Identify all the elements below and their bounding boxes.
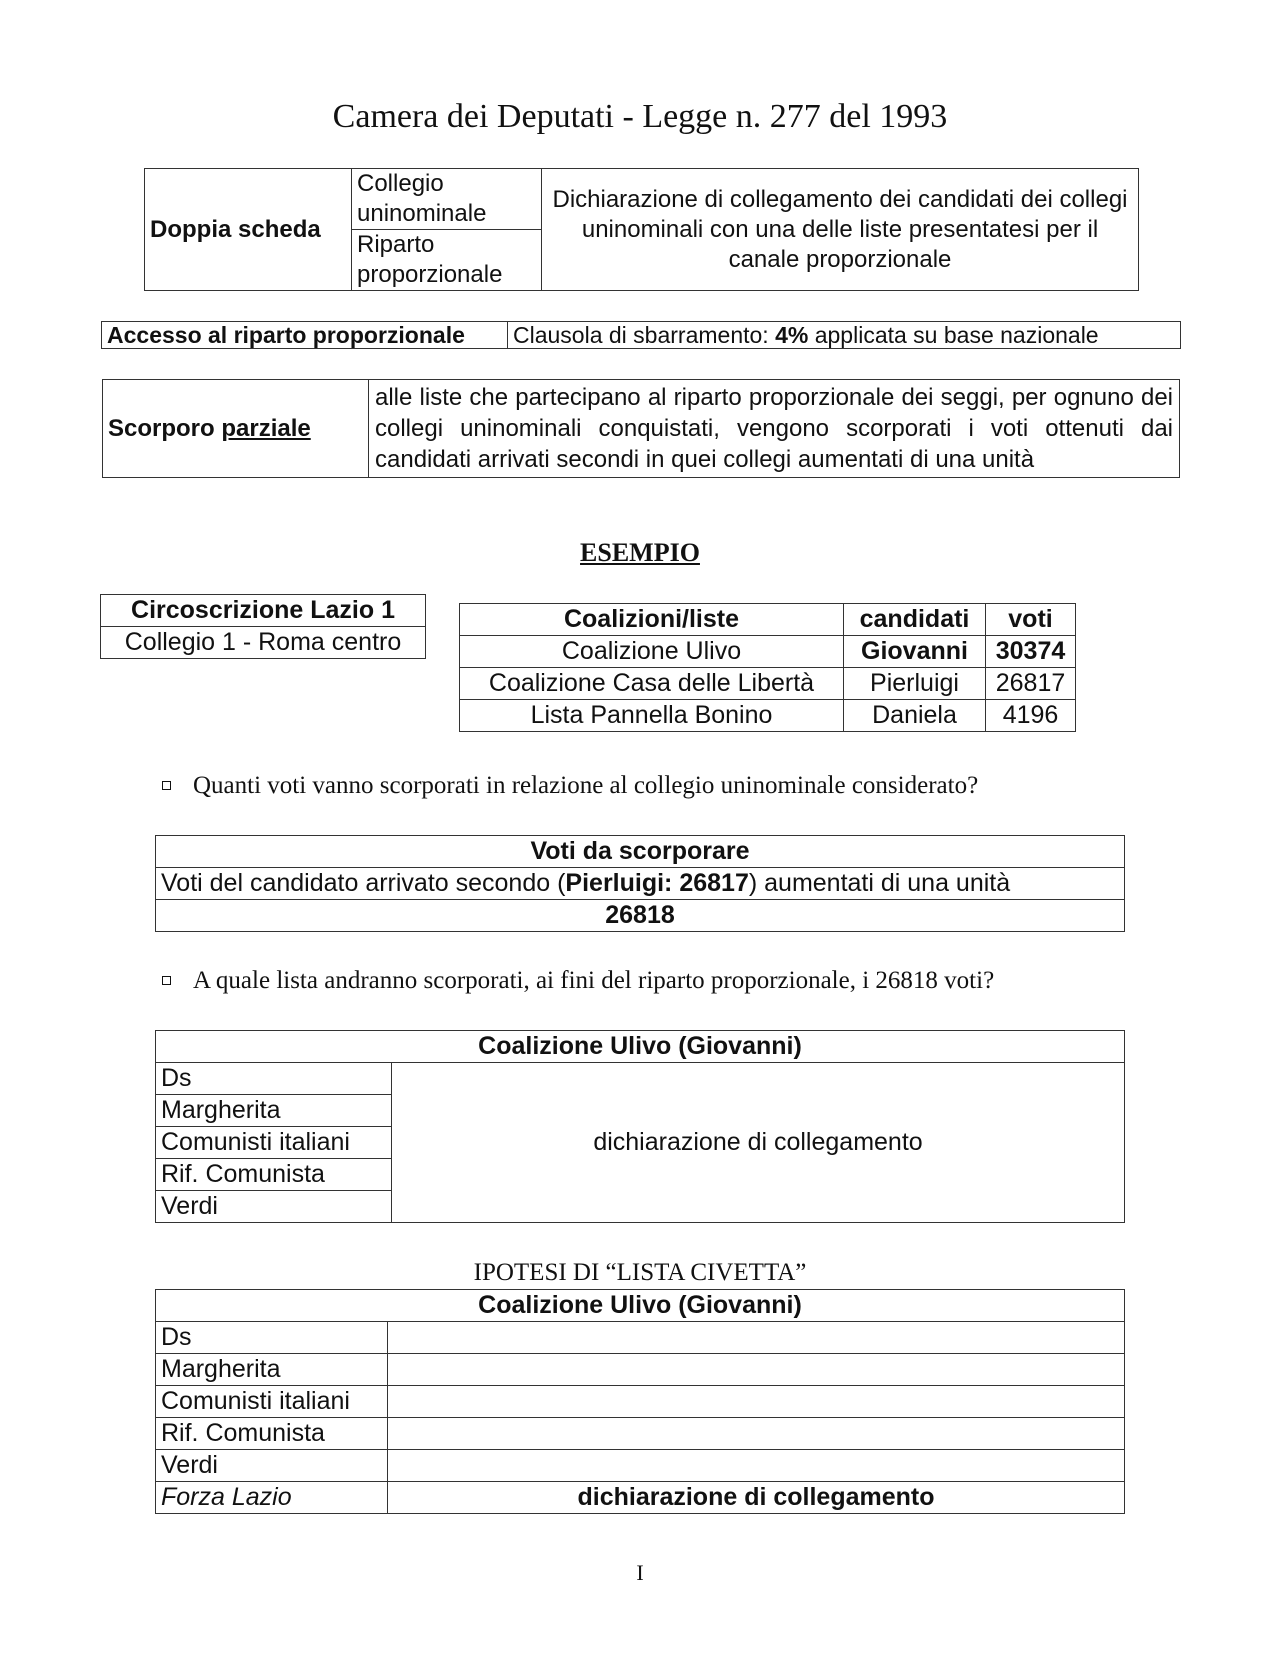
list-name: Margherita	[156, 1354, 388, 1386]
ulivo-table	[155, 1030, 1125, 1223]
list-name: Verdi	[156, 1191, 392, 1223]
list-item	[156, 1354, 1125, 1386]
checkbox-bullet-icon	[162, 976, 171, 985]
collegio-uninominale-cell: Collegio uninominale	[352, 169, 542, 230]
question-2-text: A quale lista andranno scorporati, ai fini del riparto proporzionale, i 26818 voti?	[193, 967, 995, 994]
table-row	[460, 636, 1076, 668]
doppia-scheda-label: Doppia scheda	[145, 169, 352, 291]
riparto-proporzionale-cell: Riparto proporzionale	[352, 230, 542, 291]
collegio-name: Collegio 1 - Roma centro	[101, 627, 426, 659]
header-candidati: candidati	[844, 604, 986, 636]
table-row	[460, 668, 1076, 700]
list-item	[156, 1386, 1125, 1418]
scorporo-label-underlined: parziale	[221, 415, 311, 442]
list-item	[156, 1322, 1125, 1354]
civetta-dichiarazione: dichiarazione di collegamento	[388, 1482, 1125, 1514]
dichiarazione-cell: dichiarazione di collegamento	[392, 1063, 1125, 1223]
coalizione-name: Coalizione Casa delle Libertà	[460, 668, 844, 700]
question-1-text: Quanti voti vanno scorporati in relazione al collegio uninominale considerato?	[193, 772, 979, 799]
voti-scorporare-line	[156, 868, 1125, 900]
accesso-label: Accesso al riparto proporzionale	[102, 322, 508, 349]
list-name: Rif. Comunista	[156, 1159, 392, 1191]
scorporo-label-prefix: Scorporo	[108, 415, 222, 442]
page-number: I	[636, 1560, 644, 1585]
list-name: Margherita	[156, 1095, 392, 1127]
clausola-value: 4%	[775, 322, 809, 348]
scorporo-description: alle liste che partecipano al riparto proporzionale dei seggi, per ognuno dei collegi uninominali conquistati, vengono scorporati i voti ottenuti dai candidati arrivati secondi in quei collegi aumentati di una unità	[369, 380, 1180, 478]
voti-scorporare-table	[155, 835, 1125, 932]
clausola-prefix: Clausola di sbarramento:	[513, 322, 776, 348]
header-coalizioni: Coalizioni/liste	[460, 604, 844, 636]
vote-count: 4196	[986, 700, 1076, 732]
candidate-name: Daniela	[844, 700, 986, 732]
candidate-name: Pierluigi	[844, 668, 986, 700]
empty-cell	[388, 1322, 1125, 1354]
question-1	[162, 772, 978, 800]
coalizione-name: Coalizione Ulivo	[460, 636, 844, 668]
lista-civetta-table	[155, 1289, 1125, 1514]
list-name: Comunisti italiani	[156, 1127, 392, 1159]
list-name: Verdi	[156, 1450, 388, 1482]
list-item	[156, 1450, 1125, 1482]
scorporo-label	[103, 380, 369, 478]
ipotesi-heading: IPOTESI DI “LISTA CIVETTA”	[473, 1259, 807, 1286]
list-item	[156, 1063, 1125, 1095]
list-name: Rif. Comunista	[156, 1418, 388, 1450]
clausola-suffix: applicata su base nazionale	[808, 322, 1099, 348]
empty-cell	[388, 1354, 1125, 1386]
line-prefix: Voti del candidato arrivato secondo (	[161, 869, 566, 897]
doppia-scheda-table	[144, 168, 1139, 291]
page-title: Camera dei Deputati - Legge n. 277 del 1993	[332, 98, 948, 135]
clausola-cell	[508, 322, 1181, 349]
line-bold: Pierluigi: 26817	[565, 869, 749, 897]
civetta-list-name: Forza Lazio	[156, 1482, 388, 1514]
list-name: Comunisti italiani	[156, 1386, 388, 1418]
accesso-table	[101, 321, 1181, 349]
list-item	[156, 1418, 1125, 1450]
esempio-heading: ESEMPIO	[580, 538, 700, 567]
header-voti: voti	[986, 604, 1076, 636]
list-name: Ds	[156, 1322, 388, 1354]
ulivo-title: Coalizione Ulivo (Giovanni)	[156, 1031, 1125, 1063]
list-name: Ds	[156, 1063, 392, 1095]
circoscrizione-table	[100, 594, 426, 659]
collegamento-description: Dichiarazione di collegamento dei candidati dei collegi uninominali con una delle liste presentatesi per il canale proporzionale	[542, 169, 1139, 291]
candidate-name: Giovanni	[844, 636, 986, 668]
table-row	[460, 700, 1076, 732]
line-suffix: ) aumentati di una unità	[748, 869, 1011, 897]
empty-cell	[388, 1386, 1125, 1418]
coalizioni-table	[459, 603, 1076, 732]
voti-scorporare-title: Voti da scorporare	[156, 836, 1125, 868]
scorporo-table	[102, 379, 1180, 478]
vote-count: 30374	[986, 636, 1076, 668]
coalizione-name: Lista Pannella Bonino	[460, 700, 844, 732]
vote-count: 26817	[986, 668, 1076, 700]
checkbox-bullet-icon	[162, 781, 171, 790]
voti-scorporare-result: 26818	[156, 900, 1125, 932]
civetta-title: Coalizione Ulivo (Giovanni)	[156, 1290, 1125, 1322]
question-2	[162, 967, 994, 995]
empty-cell	[388, 1450, 1125, 1482]
empty-cell	[388, 1418, 1125, 1450]
circoscrizione-title: Circoscrizione Lazio 1	[101, 595, 426, 627]
list-item	[156, 1482, 1125, 1514]
